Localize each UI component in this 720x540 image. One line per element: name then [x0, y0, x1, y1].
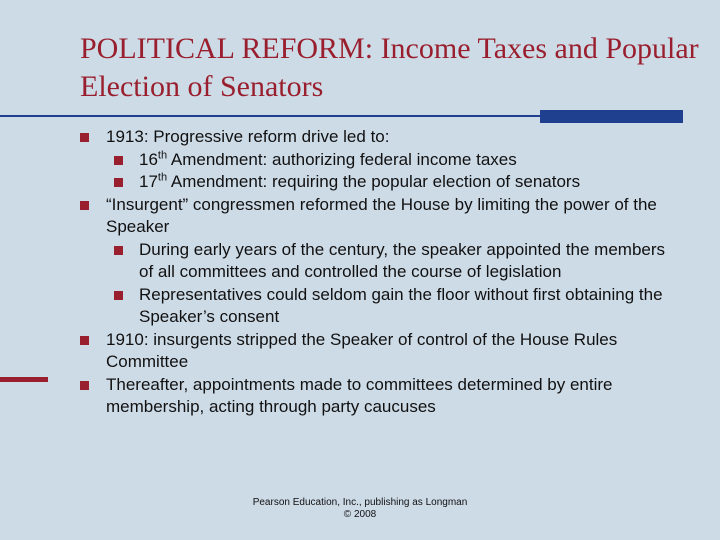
- list-item: During early years of the century, the speaker appointed the members of all committees and controlled the course of legislation: [80, 239, 680, 284]
- slide-title: POLITICAL REFORM: Income Taxes and Popular Election of Senators: [80, 32, 699, 103]
- square-bullet-icon: [114, 156, 123, 165]
- list-item: “Insurgent” congressmen reformed the House by limiting the power of the Speaker: [80, 194, 680, 239]
- list-item: 16th Amendment: authorizing federal income taxes: [80, 149, 680, 172]
- list-item: 1910: insurgents stripped the Speaker of control of the House Rules Committee: [80, 329, 680, 374]
- bullet-list: [80, 126, 680, 419]
- square-bullet-icon: [114, 178, 123, 187]
- square-bullet-icon: [114, 246, 123, 255]
- footer-copyright: © 2008: [343, 509, 377, 520]
- square-bullet-icon: [80, 201, 89, 210]
- square-bullet-icon: [80, 381, 89, 390]
- list-item: 1913: Progressive reform drive led to:: [80, 126, 680, 149]
- side-accent-bar: [0, 377, 48, 382]
- list-item: Thereafter, appointments made to committees determined by entire membership, acting through party caucuses: [80, 374, 680, 419]
- square-bullet-icon: [80, 133, 89, 142]
- footer-credit: [0, 497, 720, 521]
- title-divider-accent: [540, 110, 683, 123]
- footer-publisher: Pearson Education, Inc., publishing as Longman: [252, 497, 468, 508]
- list-item: 17th Amendment: requiring the popular election of senators: [80, 171, 680, 194]
- list-item: Representatives could seldom gain the floor without first obtaining the Speaker’s consent: [80, 284, 680, 329]
- square-bullet-icon: [80, 336, 89, 345]
- square-bullet-icon: [114, 291, 123, 300]
